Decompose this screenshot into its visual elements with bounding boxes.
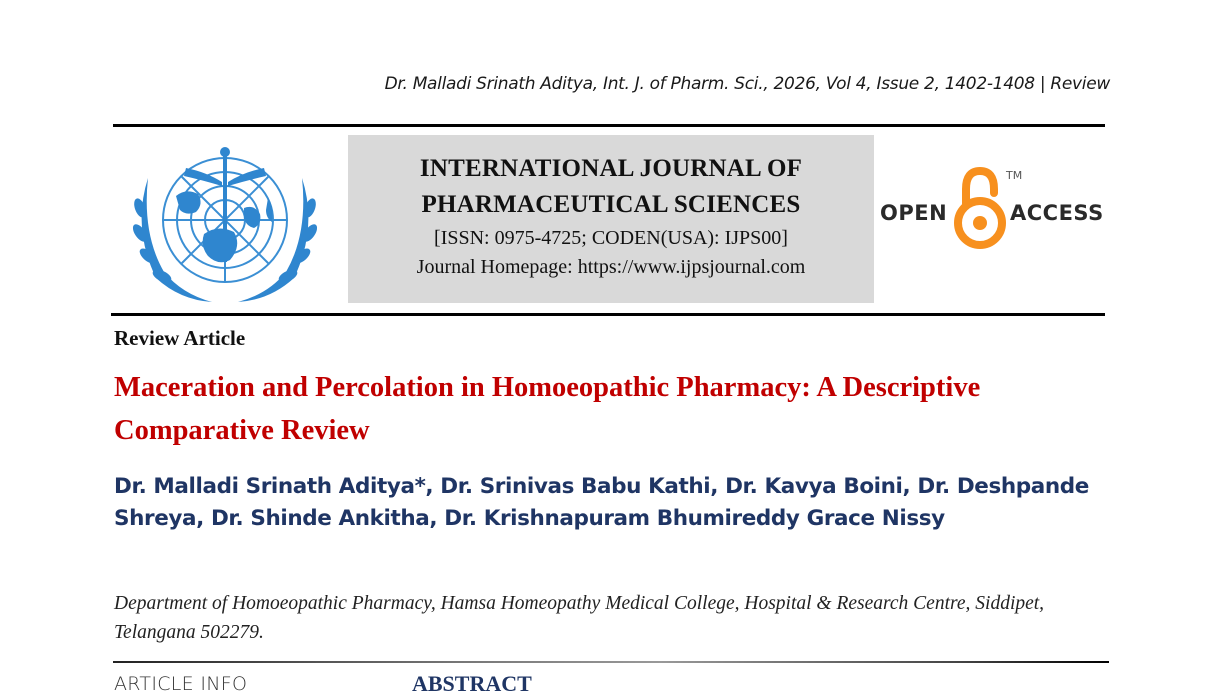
- article-type-label: Review Article: [114, 326, 246, 350]
- abstract-heading: ABSTRACT: [412, 671, 532, 696]
- trademark-symbol: TM: [1006, 169, 1023, 182]
- article-authors: Dr. Malladi Srinath Aditya*, Dr. Srinivas Babu Kathi, Dr. Kavya Boini, Dr. Deshpande Shreya, Dr. Shinde Ankitha, Dr. Krishnapuram Bhumireddy Grace Nissy: [114, 474, 1089, 531]
- open-access-right-text: ACCESS: [1010, 201, 1104, 225]
- header-top-rule: [113, 124, 1105, 127]
- open-access-logo: [880, 165, 1110, 253]
- journal-emblem-logo: [126, 138, 324, 306]
- journal-title-line2: PHARMACEUTICAL SCIENCES: [421, 191, 801, 218]
- section-divider: [113, 661, 1109, 663]
- journal-homepage-link[interactable]: Journal Homepage: https://www.ijpsjournal.com: [416, 256, 806, 278]
- journal-issn: [ISSN: 0975-4725; CODEN(USA): IJPS00]: [434, 227, 788, 249]
- article-info-heading: ARTICLE INFO: [114, 673, 248, 695]
- author-affiliation: Department of Homoeopathic Pharmacy, Hamsa Homeopathy Medical College, Hospital & Research Centre, Siddipet, Telangana 502279.: [114, 593, 1045, 643]
- header-bottom-rule: [111, 313, 1105, 316]
- journal-masthead-box: [348, 135, 874, 303]
- running-head-citation: Dr. Malladi Srinath Aditya, Int. J. of Pharm. Sci., 2026, Vol 4, Issue 2, 1402-1408 | Review: [384, 74, 1110, 94]
- globe-laurel-icon: [126, 138, 324, 306]
- journal-title-line1: INTERNATIONAL JOURNAL OF: [419, 155, 803, 182]
- open-access-left-text: OPEN: [880, 201, 948, 225]
- article-title: Maceration and Percolation in Homoeopathic Pharmacy: A Descriptive Comparative Review: [114, 372, 981, 446]
- open-lock-icon: [954, 165, 1006, 251]
